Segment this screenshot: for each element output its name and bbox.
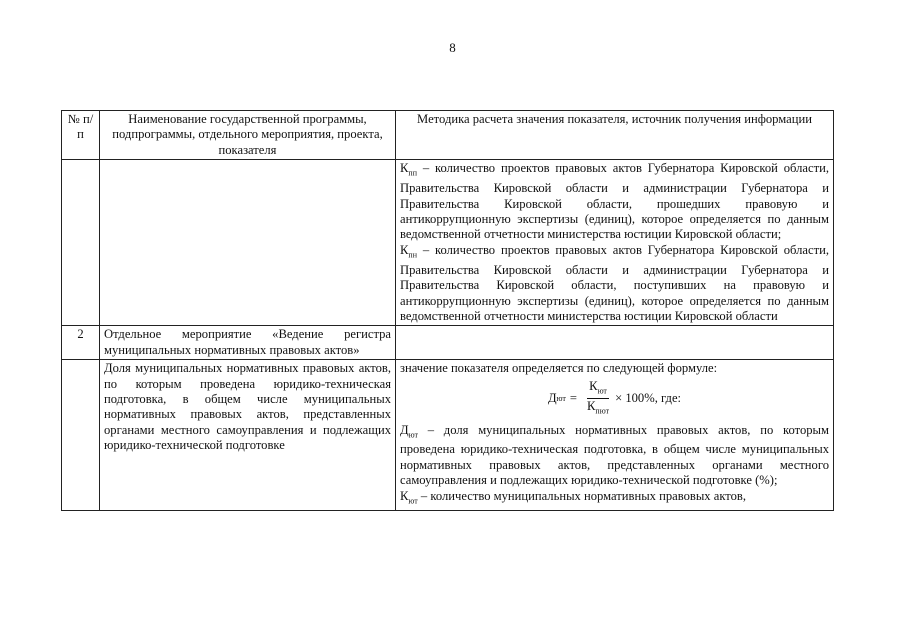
row-number: 2 [62, 326, 100, 360]
header-name: Наименование государственной программы, подпрограммы, отдельного мероприятия, проекта, показателя [100, 111, 396, 160]
row-method [396, 160, 834, 326]
row-method [396, 326, 834, 360]
indicator-methodology-table [61, 110, 834, 511]
row-name: Отдельное мероприятие «Ведение регистра муниципальных нормативных правовых актов» [100, 326, 396, 360]
table-row [62, 360, 834, 511]
table-row [62, 326, 834, 360]
header-number: № п/п [62, 111, 100, 160]
formula: Д ют = $\frac{К_{ют}}{К_{пют}}$ × 100%, где: [547, 378, 682, 416]
page-number: 8 [449, 40, 456, 55]
formula-intro: значение показателя определяется по следующей формуле: [400, 361, 718, 376]
definition-paragraph: $К_{ют}$ – количество муниципальных нормативных правовых актов, [400, 488, 747, 506]
table-header-row [62, 111, 834, 160]
row-name: Доля муниципальных нормативных правовых актов, по которым проведена юридико-техническая подготовка, в общем числе муниципальных нормативных правовых актов, представленных органами местного самоуправления и подлежащих юридико-технической подготовке [100, 360, 396, 511]
method-paragraph: $К_{пп}$ – количество проектов правовых актов Губернатора Кировской области, Правительства Кировской области и администрации Губернатора и Правительства Кировской области, прошедших правовую и антикоррупционную экспертизы (единиц), которое определяется по данным ведомственной отчетности министерства юстиции Кировской области; [400, 161, 829, 242]
row-method [396, 360, 834, 511]
method-paragraph: $К_{пн}$ – количество проектов правовых актов Губернатора Кировской области, Правительства Кировской области и администрации Губернатора и Правительства Кировской области, поступивших на правовую и антикоррупционную экспертизы (единиц), которое определяется по данным ведомственной отчетности министерства юстиции Кировской области [400, 242, 829, 323]
header-method: Методика расчета значения показателя, источник получения информации [396, 111, 834, 160]
row-number [62, 360, 100, 511]
definition-paragraph: $Д_{ют}$ – доля муниципальных нормативных правовых актов, по которым проведена юридико-техническая подготовка, в общем числе муниципальных нормативных правовых актов, представленных органами местного самоуправления и подлежащих юридико-технической подготовке (%); [400, 422, 829, 488]
row-name [100, 160, 396, 326]
row-number [62, 160, 100, 326]
table-row [62, 160, 834, 326]
